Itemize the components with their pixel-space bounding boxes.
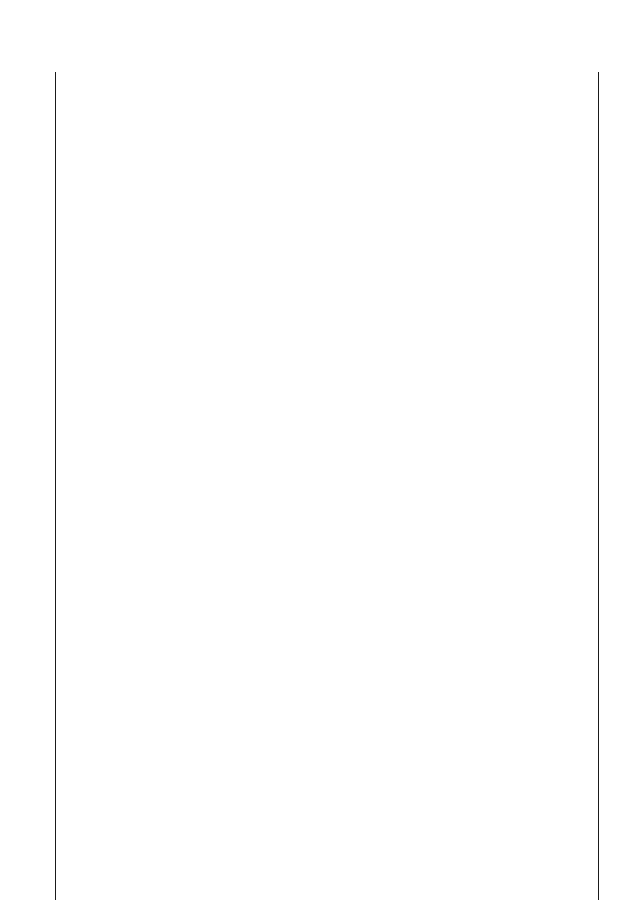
textbook-table xyxy=(55,72,599,900)
